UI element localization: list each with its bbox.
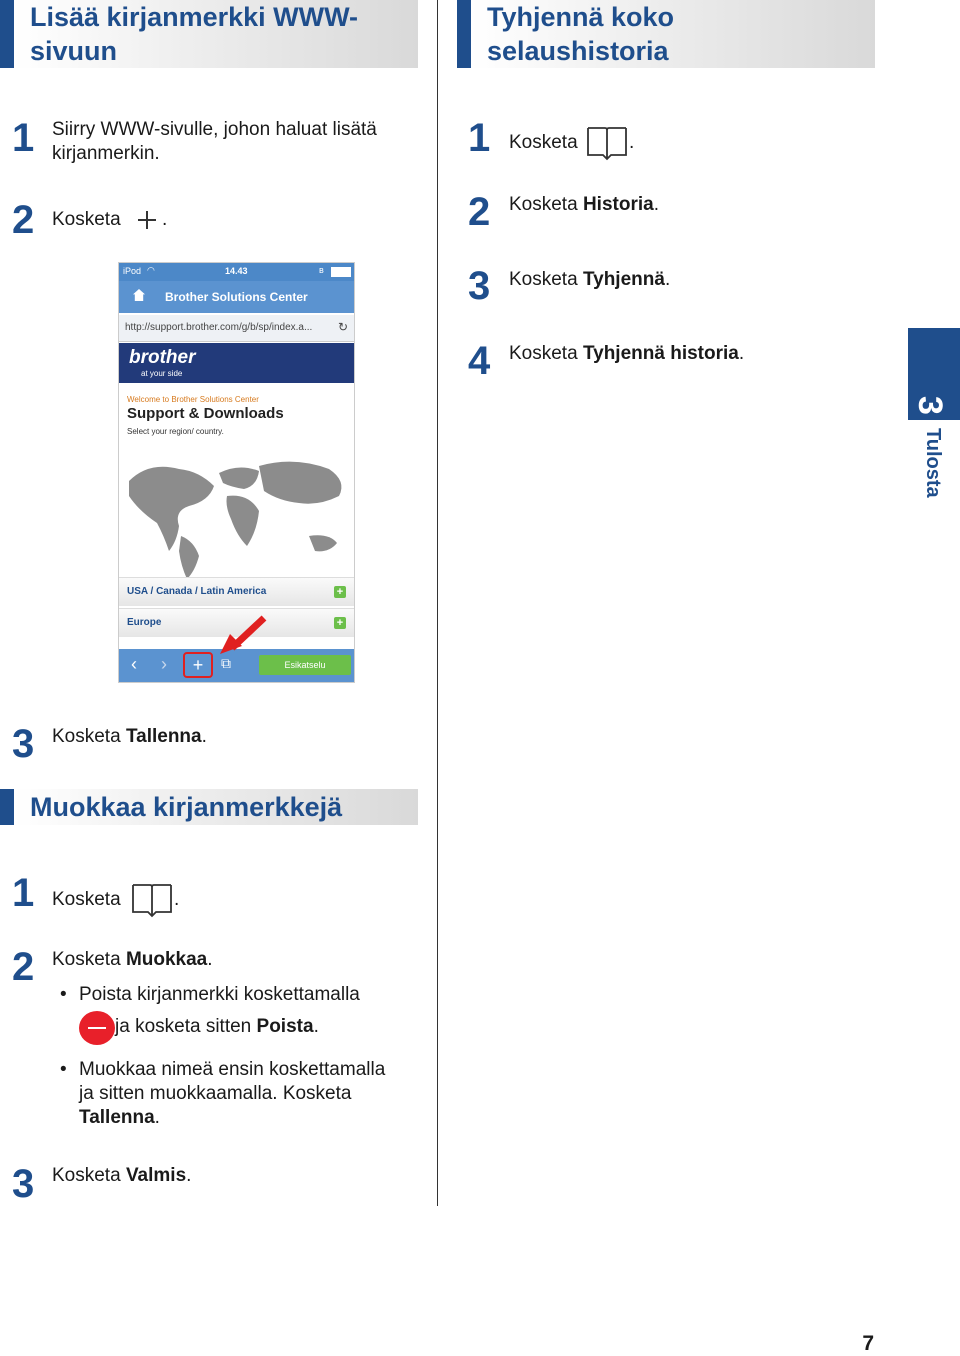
step-text-bold: Tyhjennä historia bbox=[582, 343, 739, 364]
support-title: Support & Downloads bbox=[127, 405, 284, 422]
step-text-bold: Tyhjennä bbox=[582, 269, 665, 290]
forward-icon[interactable]: › bbox=[161, 654, 167, 674]
chapter-label: Tulosta bbox=[922, 428, 944, 498]
column-divider bbox=[437, 0, 438, 1206]
step-text bbox=[509, 268, 670, 292]
region-row[interactable] bbox=[119, 577, 354, 606]
brand-bar bbox=[119, 343, 354, 383]
add-bookmark-icon[interactable]: + bbox=[183, 652, 213, 678]
step-text-after: . bbox=[186, 1165, 192, 1186]
step-text-bold: Tallenna bbox=[125, 726, 202, 747]
step-text-after: . bbox=[664, 269, 671, 290]
step-number: 3 bbox=[468, 264, 491, 308]
select-text: Select your region/ country. bbox=[127, 427, 224, 436]
status-bar bbox=[119, 263, 354, 281]
book-icon bbox=[130, 881, 174, 919]
step-text-before: Kosketa bbox=[509, 132, 578, 154]
nav-bar bbox=[119, 281, 354, 313]
step-text-bold: Valmis bbox=[125, 1165, 187, 1186]
callout-arrow-icon bbox=[218, 614, 268, 658]
page-number: 7 bbox=[862, 1332, 874, 1355]
bullet-marker: • bbox=[60, 984, 67, 1005]
section-title: Lisää kirjanmerkki WWW-sivuun bbox=[30, 2, 359, 66]
reload-icon[interactable]: ↻ bbox=[337, 320, 348, 334]
step-number: 2 bbox=[12, 198, 35, 242]
bullet-text bbox=[79, 1106, 160, 1130]
region-label: Europe bbox=[127, 617, 162, 628]
bullet-marker: • bbox=[60, 1059, 67, 1080]
step-text-after: . bbox=[161, 209, 168, 231]
expand-plus-icon[interactable]: + bbox=[334, 586, 346, 598]
bluetooth-icon: ʙ bbox=[319, 265, 324, 275]
step-text bbox=[52, 881, 179, 919]
step-text-bold: Muokkaa bbox=[125, 949, 208, 970]
step-text bbox=[52, 725, 207, 749]
chapter-tab bbox=[908, 328, 960, 420]
bullet-text: Muokkaa nimeä ensin koskettamalla bbox=[79, 1059, 386, 1080]
step-text-after: . bbox=[628, 132, 635, 154]
step-text-before: Kosketa bbox=[52, 209, 121, 231]
bullet-text: Poista kirjanmerkki koskettamalla bbox=[79, 984, 360, 1005]
step-number: 1 bbox=[12, 871, 35, 915]
step-number: 3 bbox=[12, 722, 35, 766]
step-text-after: . bbox=[173, 889, 180, 911]
bullet-text-end: . bbox=[313, 1016, 319, 1037]
book-icon bbox=[585, 124, 629, 162]
region-label: USA / Canada / Latin America bbox=[127, 586, 267, 597]
plus-icon bbox=[134, 208, 160, 232]
world-map-image bbox=[119, 451, 354, 581]
brand-logo: brother bbox=[129, 347, 196, 368]
delete-minus-icon bbox=[79, 1011, 115, 1045]
clock: 14.43 bbox=[225, 266, 248, 276]
step-number: 2 bbox=[12, 945, 35, 989]
section-title: Muokkaa kirjanmerkkejä bbox=[30, 792, 343, 822]
step-text-before: Kosketa bbox=[52, 889, 121, 911]
step-text-after: . bbox=[653, 194, 659, 215]
step-text: Siirry WWW-sivulle, johon haluat lisätä kirjanmerkin. bbox=[52, 119, 377, 164]
step-text bbox=[509, 124, 634, 162]
battery-icon bbox=[331, 267, 351, 277]
bullet-text bbox=[115, 1015, 319, 1039]
section-header-edit-bookmarks bbox=[0, 789, 418, 825]
bookmarks-icon[interactable]: ⧉ bbox=[221, 655, 231, 671]
step-text-after: . bbox=[207, 949, 213, 970]
bullet-text-bold: Poista bbox=[256, 1016, 314, 1037]
step-text-bold: Historia bbox=[582, 194, 654, 215]
step-text-before: Kosketa bbox=[52, 1165, 126, 1186]
section-header-add-bookmark bbox=[0, 0, 418, 68]
step-text bbox=[52, 948, 213, 972]
expand-plus-icon[interactable]: + bbox=[334, 617, 346, 629]
step-text-before: Kosketa bbox=[52, 726, 126, 747]
wifi-icon: ◠ bbox=[147, 265, 155, 275]
url-text: http://support.brother.com/g/b/sp/index.a... bbox=[125, 322, 313, 333]
step-text bbox=[52, 208, 167, 232]
step-number: 2 bbox=[468, 190, 491, 234]
bullet-text-bold: Tallenna bbox=[79, 1107, 155, 1128]
section-title: Tyhjennä koko selaushistoria bbox=[487, 2, 675, 66]
bullet-text-end: . bbox=[154, 1107, 160, 1128]
brand-tagline: at your side bbox=[141, 369, 183, 378]
welcome-text: Welcome to Brother Solutions Center bbox=[127, 395, 259, 404]
step-text bbox=[509, 342, 744, 366]
home-icon[interactable] bbox=[133, 289, 145, 301]
step-number: 1 bbox=[468, 116, 491, 160]
bullet-text-part: ja kosketa sitten bbox=[115, 1016, 257, 1037]
nav-title: Brother Solutions Center bbox=[165, 290, 308, 304]
step-text bbox=[52, 1164, 191, 1188]
step-text bbox=[509, 193, 659, 217]
preview-button[interactable]: Esikatselu bbox=[259, 655, 351, 675]
step-text-after: . bbox=[201, 726, 207, 747]
step-text-before: Kosketa bbox=[509, 269, 583, 290]
step-number: 1 bbox=[12, 116, 35, 160]
step-text-before: Kosketa bbox=[509, 194, 583, 215]
section-header-clear-history bbox=[457, 0, 875, 68]
step-number: 4 bbox=[468, 339, 491, 383]
step-text-before: Kosketa bbox=[52, 949, 126, 970]
bullet-text: ja sitten muokkaamalla. Kosketa bbox=[79, 1083, 352, 1104]
step-number: 3 bbox=[12, 1162, 35, 1206]
chapter-number: 3 bbox=[910, 396, 949, 415]
carrier: iPod bbox=[123, 266, 142, 276]
url-bar[interactable] bbox=[119, 315, 354, 342]
step-text-before: Kosketa bbox=[509, 343, 583, 364]
step-text-after: . bbox=[738, 343, 745, 364]
back-icon[interactable]: ‹ bbox=[131, 654, 137, 674]
